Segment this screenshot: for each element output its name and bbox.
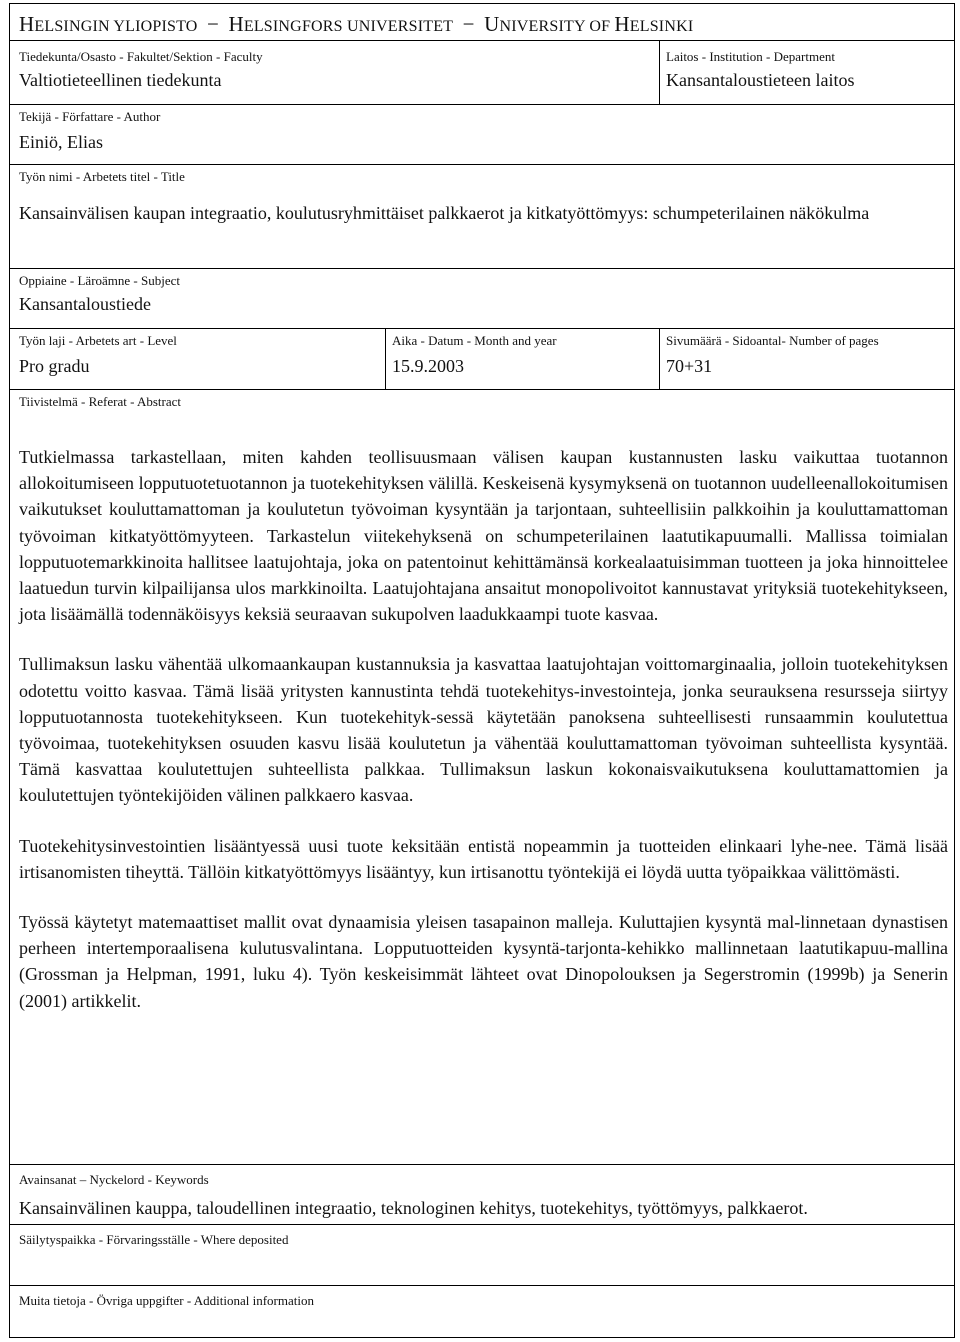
additional-label: Muita tietoja - Övriga uppgifter - Additional information bbox=[19, 1293, 314, 1308]
keywords-value: Kansainvälinen kauppa, taloudellinen integraatio, teknologinen kehitys, tuotekehitys, työttömyys, palkkaerot. bbox=[19, 1198, 808, 1218]
header-separator: − bbox=[206, 12, 220, 36]
deposited-label: Säilytyspaikka - Förvaringsställe - Where deposited bbox=[19, 1232, 289, 1247]
divider bbox=[10, 104, 954, 105]
header-en-initial: U bbox=[484, 12, 500, 36]
header-sv-initial: H bbox=[228, 12, 244, 36]
subject-value: Kansantaloustiede bbox=[19, 294, 151, 314]
header-fi-name: ELSINGIN YLIOPISTO bbox=[34, 18, 198, 35]
header-separator: − bbox=[462, 12, 475, 36]
abstract-paragraph: Tutkielmassa tarkastellaan, miten kahden teollisuusmaan välisen kaupan kustannusten lasku vaikuttaa tuotannon allokoitumiseen lopputuotetuotannon ja tuotekehityksen välillä. Keskeisenä kysymyksenä on tuotannon uudelleenallokoitumisen vaikutukset kouluttamattoman ja koulutetun työvoiman kysyntään ja tarjontaan, suhteellisiin palkkoihin ja kouluttamattoman työvoiman kitkatyöttömyyteen. Tarkastelun viitekehyksenä on schumpeterilainen laatutikapuumalli. Mallissa toimialan lopputuotemarkkinoita hallitsee laatujohtaja, joka on patentoinut kehittämänsä korkealaatuisimman tuotteen ja joka hinnoittelee laatuedun turvin kilpailijansa ulos markkinoilta. Laatujohtajana ansaitut monopolivoitot kannustavat yrityksiä tuotekehitykseen, jota lisäämällä todennäköisyys keksiä seuraavan sukupolven laadukkaampi tuote kasvaa. bbox=[19, 447, 948, 625]
level-value: Pro gradu bbox=[19, 356, 90, 376]
divider bbox=[10, 1224, 954, 1225]
divider bbox=[10, 328, 954, 329]
header-en-name: ELSINKI bbox=[629, 18, 694, 35]
author-value: Einiö, Elias bbox=[19, 132, 103, 152]
department-label: Laitos - Institution - Department bbox=[666, 49, 835, 64]
abstract-paragraph: Tullimaksun lasku vähentää ulkomaankaupan kustannuksia ja kasvattaa laatujohtajan voittomarginaalia, jolloin tuotekehityksen odotettu voitto kasvaa. Tämä lisää yritysten kannustinta tehdä tuotekehitys-investointeja, jonka seurauksena resursseja siirtyy lopputuotannosta tuotekehitykseen. Kun tuotekehityk-sessä käytetään panoksena suhteellisesti runsaammin koulutettua työvoimaa, tuotekehityksen osuuden kasvu lisää koulutetun ja vähentää kouluttamattoman työvoiman suhteellista kysyntää. Tämä kasvattaa koulutettujen suhteellista palkkaa. Tullimaksun laskun kokonaisvaikutuksena kouluttamattomien ja koulutettujen työntekijöiden välinen palkkaero kasvaa. bbox=[19, 654, 948, 806]
title-value: Kansainvälisen kaupan integraatio, koulutusryhmittäiset palkkaerot ja kitkatyöttömyys: schumpeterilainen näkökulma bbox=[19, 203, 870, 223]
subject-label: Oppiaine - Läroämne - Subject bbox=[19, 273, 180, 288]
header-en-initial: H bbox=[614, 12, 630, 36]
divider bbox=[10, 40, 954, 41]
faculty-value: Valtiotieteellinen tiedekunta bbox=[19, 70, 222, 90]
divider bbox=[10, 1164, 954, 1165]
divider bbox=[10, 389, 954, 390]
abstract-paragraph: Työssä käytetyt matemaattiset mallit ovat dynaamisia yleisen tasapainon malleja. Kuluttajien kysyntä mal-linnetaan dynastisen perheen intertemporaalisena kulutusvalintana. Lopputuotteiden kysyntä-tarjonta-kehikko mallinnetaan laatutikapuu-mallina (Grossman ja Helpman, 1991, luku 4). Työn keskeisimmät lähteet ovat Dinopolouksen ja Segerstromin (1999b) ja Senerin (2001) artikkelit. bbox=[19, 912, 948, 1011]
university-header bbox=[19, 11, 693, 40]
faculty-label: Tiedekunta/Osasto - Fakultet/Sektion - Faculty bbox=[19, 49, 263, 64]
pages-value: 70+31 bbox=[666, 356, 713, 376]
thesis-abstract-form bbox=[9, 3, 955, 1338]
author-label: Tekijä - Författare - Author bbox=[19, 109, 161, 124]
department-value: Kansantaloustieteen laitos bbox=[666, 70, 855, 90]
column-divider bbox=[385, 328, 386, 389]
header-fi-initial: H bbox=[19, 12, 35, 36]
keywords-label: Avainsanat – Nyckelord - Keywords bbox=[19, 1172, 209, 1187]
divider bbox=[10, 268, 954, 269]
abstract-paragraph: Tuotekehitysinvestointien lisääntyessä uusi tuote keksitään entistä nopeammin ja tuotteiden elinkaari lyhe-nee. Tämä lisää irtisanomisten tiheyttä. Tällöin kitkatyöttömyys lisääntyy, kun irtisanottu työntekijä ei löydä uutta työpaikkaa välittömästi. bbox=[19, 835, 948, 882]
date-label: Aika - Datum - Month and year bbox=[392, 333, 557, 348]
column-divider bbox=[659, 40, 660, 104]
abstract-body bbox=[19, 444, 948, 1038]
divider bbox=[10, 164, 954, 165]
title-label: Työn nimi - Arbetets titel - Title bbox=[19, 169, 185, 184]
date-value: 15.9.2003 bbox=[392, 356, 464, 376]
header-sv-name: ELSINGFORS UNIVERSITET bbox=[243, 18, 454, 35]
column-divider bbox=[659, 328, 660, 389]
level-label: Työn laji - Arbetets art - Level bbox=[19, 333, 177, 348]
divider bbox=[10, 1285, 954, 1286]
abstract-label: Tiivistelmä - Referat - Abstract bbox=[19, 394, 181, 409]
header-en-name: NIVERSITY OF bbox=[499, 18, 615, 35]
pages-label: Sivumäärä - Sidoantal- Number of pages bbox=[666, 333, 879, 348]
